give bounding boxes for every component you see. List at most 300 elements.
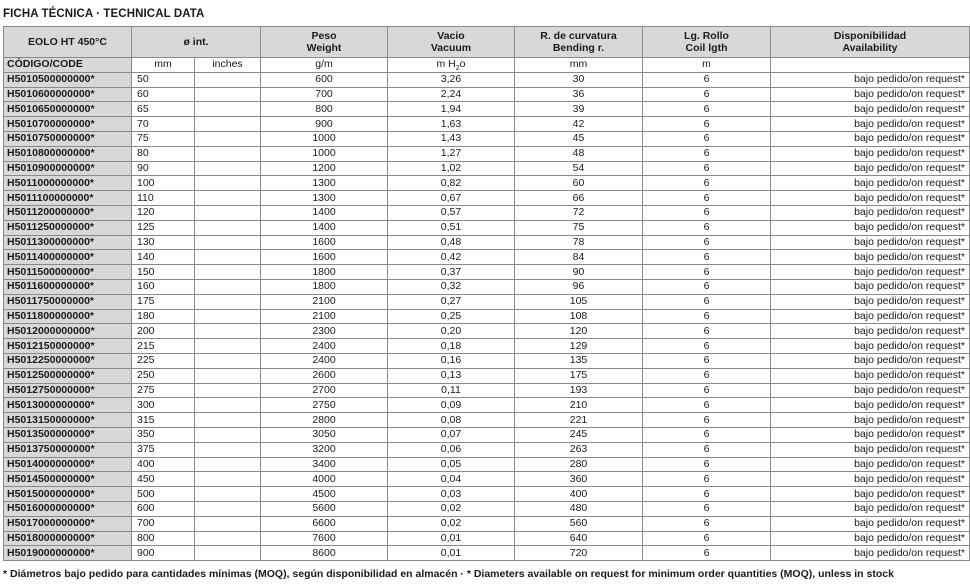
weight-cell: 3200 <box>261 442 388 457</box>
diameter-inches-cell <box>195 117 261 132</box>
diameter-mm-cell: 375 <box>132 442 195 457</box>
header-weight-es: Peso <box>311 30 337 42</box>
code-cell: H5010600000000* <box>4 87 132 102</box>
diameter-mm-cell: 900 <box>132 546 195 561</box>
availability-cell: bajo pedido/on request* <box>771 472 970 487</box>
diameter-mm-cell: 500 <box>132 487 195 502</box>
coil-length-cell: 6 <box>643 368 771 383</box>
vacuum-cell: 0,01 <box>388 531 515 546</box>
vacuum-cell: 0,18 <box>388 339 515 354</box>
table-row <box>4 265 970 280</box>
table-row <box>4 457 970 472</box>
vacuum-cell: 1,94 <box>388 102 515 117</box>
diameter-inches-cell <box>195 398 261 413</box>
diameter-mm-cell: 225 <box>132 353 195 368</box>
header-coil <box>643 27 771 58</box>
bending-radius-cell: 39 <box>515 102 643 117</box>
coil-length-cell: 6 <box>643 146 771 161</box>
coil-length-cell: 6 <box>643 265 771 280</box>
code-cell: H5013000000000* <box>4 398 132 413</box>
coil-length-cell: 6 <box>643 309 771 324</box>
diameter-mm-cell: 100 <box>132 176 195 191</box>
code-cell: H5010500000000* <box>4 72 132 87</box>
vacuum-cell: 0,48 <box>388 235 515 250</box>
table-row <box>4 531 970 546</box>
vacuum-cell: 0,25 <box>388 309 515 324</box>
vacuum-cell: 0,20 <box>388 324 515 339</box>
header-bending-es: R. de curvatura <box>540 30 617 42</box>
header-availability <box>771 27 970 58</box>
weight-cell: 2400 <box>261 353 388 368</box>
diameter-inches-cell <box>195 368 261 383</box>
weight-cell: 2600 <box>261 368 388 383</box>
diameter-mm-cell: 600 <box>132 501 195 516</box>
availability-cell: bajo pedido/on request* <box>771 413 970 428</box>
table-row <box>4 487 970 502</box>
units-bending: mm <box>515 58 643 73</box>
weight-cell: 7600 <box>261 531 388 546</box>
diameter-mm-cell: 110 <box>132 191 195 206</box>
code-cell: H5010700000000* <box>4 117 132 132</box>
weight-cell: 2800 <box>261 413 388 428</box>
weight-cell: 900 <box>261 117 388 132</box>
bending-radius-cell: 84 <box>515 250 643 265</box>
table-row <box>4 398 970 413</box>
diameter-inches-cell <box>195 294 261 309</box>
vacuum-cell: 0,67 <box>388 191 515 206</box>
code-cell: H5013150000000* <box>4 413 132 428</box>
availability-cell: bajo pedido/on request* <box>771 398 970 413</box>
vacuum-cell: 0,07 <box>388 427 515 442</box>
diameter-inches-cell <box>195 457 261 472</box>
weight-cell: 1300 <box>261 176 388 191</box>
units-vacuum-tail: o <box>459 58 466 71</box>
diameter-inches-cell <box>195 205 261 220</box>
availability-cell: bajo pedido/on request* <box>771 191 970 206</box>
bending-radius-cell: 72 <box>515 205 643 220</box>
diameter-inches-cell <box>195 279 261 294</box>
bending-radius-cell: 48 <box>515 146 643 161</box>
vacuum-cell: 1,43 <box>388 131 515 146</box>
table-row <box>4 368 970 383</box>
table-row <box>4 501 970 516</box>
availability-cell: bajo pedido/on request* <box>771 339 970 354</box>
table-row <box>4 205 970 220</box>
diameter-mm-cell: 70 <box>132 117 195 132</box>
weight-cell: 1600 <box>261 235 388 250</box>
diameter-inches-cell <box>195 250 261 265</box>
code-cell: H5014000000000* <box>4 457 132 472</box>
availability-cell: bajo pedido/on request* <box>771 87 970 102</box>
weight-cell: 1300 <box>261 191 388 206</box>
bending-radius-cell: 175 <box>515 368 643 383</box>
vacuum-cell: 0,82 <box>388 176 515 191</box>
code-cell: H5010800000000* <box>4 146 132 161</box>
diameter-mm-cell: 130 <box>132 235 195 250</box>
bending-radius-cell: 66 <box>515 191 643 206</box>
bending-radius-cell: 210 <box>515 398 643 413</box>
diameter-inches-cell <box>195 161 261 176</box>
units-code: CÓDIGO/CODE <box>4 58 132 73</box>
availability-cell: bajo pedido/on request* <box>771 309 970 324</box>
table-row <box>4 353 970 368</box>
coil-length-cell: 6 <box>643 235 771 250</box>
vacuum-cell: 0,03 <box>388 487 515 502</box>
availability-cell: bajo pedido/on request* <box>771 353 970 368</box>
diameter-inches-cell <box>195 442 261 457</box>
code-cell: H5012000000000* <box>4 324 132 339</box>
availability-cell: bajo pedido/on request* <box>771 279 970 294</box>
vacuum-cell: 0,27 <box>388 294 515 309</box>
vacuum-cell: 1,02 <box>388 161 515 176</box>
header-vacuum-en: Vacuum <box>430 42 472 54</box>
diameter-mm-cell: 700 <box>132 516 195 531</box>
coil-length-cell: 6 <box>643 102 771 117</box>
diameter-inches-cell <box>195 472 261 487</box>
availability-cell: bajo pedido/on request* <box>771 131 970 146</box>
code-cell: H5011250000000* <box>4 220 132 235</box>
header-availability-en: Availability <box>842 42 898 54</box>
bending-radius-cell: 90 <box>515 265 643 280</box>
table-row <box>4 339 970 354</box>
bending-radius-cell: 54 <box>515 161 643 176</box>
table-row <box>4 294 970 309</box>
coil-length-cell: 6 <box>643 279 771 294</box>
coil-length-cell: 6 <box>643 205 771 220</box>
code-cell: H5013500000000* <box>4 427 132 442</box>
technical-data-table <box>3 26 970 561</box>
diameter-inches-cell <box>195 324 261 339</box>
diameter-mm-cell: 800 <box>132 531 195 546</box>
diameter-mm-cell: 65 <box>132 102 195 117</box>
diameter-mm-cell: 275 <box>132 383 195 398</box>
diameter-inches-cell <box>195 176 261 191</box>
diameter-inches-cell <box>195 87 261 102</box>
bending-radius-cell: 400 <box>515 487 643 502</box>
units-vacuum <box>388 58 515 73</box>
header-weight <box>261 27 388 58</box>
bending-radius-cell: 30 <box>515 72 643 87</box>
availability-cell: bajo pedido/on request* <box>771 161 970 176</box>
code-cell: H5012150000000* <box>4 339 132 354</box>
diameter-inches-cell <box>195 546 261 561</box>
diameter-mm-cell: 140 <box>132 250 195 265</box>
header-bending-en: Bending r. <box>552 42 605 54</box>
vacuum-cell: 0,11 <box>388 383 515 398</box>
weight-cell: 800 <box>261 102 388 117</box>
vacuum-cell: 0,06 <box>388 442 515 457</box>
availability-cell: bajo pedido/on request* <box>771 487 970 502</box>
diameter-mm-cell: 125 <box>132 220 195 235</box>
coil-length-cell: 6 <box>643 472 771 487</box>
code-cell: H5011300000000* <box>4 235 132 250</box>
diameter-mm-cell: 80 <box>132 146 195 161</box>
weight-cell: 1000 <box>261 131 388 146</box>
vacuum-cell: 0,42 <box>388 250 515 265</box>
table-row <box>4 191 970 206</box>
diameter-mm-cell: 180 <box>132 309 195 324</box>
coil-length-cell: 6 <box>643 294 771 309</box>
code-cell: H5011100000000* <box>4 191 132 206</box>
availability-cell: bajo pedido/on request* <box>771 368 970 383</box>
footnote: * Diámetros bajo pedido para cantidades mínimas (MOQ), según disponibilidad en almacén · * Diameters available on request for minimum order quantities (MOQ), unless in stock <box>3 568 894 580</box>
table-row <box>4 117 970 132</box>
table-row <box>4 87 970 102</box>
bending-radius-cell: 135 <box>515 353 643 368</box>
code-cell: H5019000000000* <box>4 546 132 561</box>
table-row <box>4 72 970 87</box>
bending-radius-cell: 263 <box>515 442 643 457</box>
availability-cell: bajo pedido/on request* <box>771 383 970 398</box>
header-coil-es: Lg. Rollo <box>684 30 729 42</box>
diameter-mm-cell: 350 <box>132 427 195 442</box>
vacuum-cell: 0,37 <box>388 265 515 280</box>
availability-cell: bajo pedido/on request* <box>771 72 970 87</box>
weight-cell: 600 <box>261 72 388 87</box>
weight-cell: 3050 <box>261 427 388 442</box>
units-availability <box>771 58 970 73</box>
diameter-mm-cell: 50 <box>132 72 195 87</box>
code-cell: H5011800000000* <box>4 309 132 324</box>
availability-cell: bajo pedido/on request* <box>771 531 970 546</box>
bending-radius-cell: 36 <box>515 87 643 102</box>
bending-radius-cell: 108 <box>515 309 643 324</box>
coil-length-cell: 6 <box>643 191 771 206</box>
code-cell: H5012750000000* <box>4 383 132 398</box>
bending-radius-cell: 720 <box>515 546 643 561</box>
diameter-mm-cell: 400 <box>132 457 195 472</box>
availability-cell: bajo pedido/on request* <box>771 294 970 309</box>
vacuum-cell: 0,57 <box>388 205 515 220</box>
coil-length-cell: 6 <box>643 339 771 354</box>
availability-cell: bajo pedido/on request* <box>771 427 970 442</box>
coil-length-cell: 6 <box>643 546 771 561</box>
diameter-mm-cell: 75 <box>132 131 195 146</box>
bending-radius-cell: 480 <box>515 501 643 516</box>
coil-length-cell: 6 <box>643 457 771 472</box>
bending-radius-cell: 78 <box>515 235 643 250</box>
diameter-mm-cell: 160 <box>132 279 195 294</box>
weight-cell: 2100 <box>261 294 388 309</box>
table-row <box>4 235 970 250</box>
table-row <box>4 279 970 294</box>
code-cell: H5010750000000* <box>4 131 132 146</box>
bending-radius-cell: 120 <box>515 324 643 339</box>
diameter-inches-cell <box>195 131 261 146</box>
units-inches: inches <box>195 58 261 73</box>
header-bending <box>515 27 643 58</box>
page-title: FICHA TÉCNICA · TECHNICAL DATA <box>3 8 205 20</box>
table-row <box>4 516 970 531</box>
units-row <box>4 58 970 73</box>
bending-radius-cell: 105 <box>515 294 643 309</box>
vacuum-cell: 0,02 <box>388 516 515 531</box>
diameter-inches-cell <box>195 102 261 117</box>
table-row <box>4 161 970 176</box>
bending-radius-cell: 45 <box>515 131 643 146</box>
vacuum-cell: 1,27 <box>388 146 515 161</box>
availability-cell: bajo pedido/on request* <box>771 102 970 117</box>
weight-cell: 8600 <box>261 546 388 561</box>
weight-cell: 1600 <box>261 250 388 265</box>
weight-cell: 700 <box>261 87 388 102</box>
table-row <box>4 383 970 398</box>
diameter-inches-cell <box>195 146 261 161</box>
diameter-inches-cell <box>195 501 261 516</box>
weight-cell: 1800 <box>261 279 388 294</box>
code-cell: H5015000000000* <box>4 487 132 502</box>
code-cell: H5017000000000* <box>4 516 132 531</box>
header-availability-es: Disponibilidad <box>833 30 907 42</box>
diameter-inches-cell <box>195 427 261 442</box>
diameter-inches-cell <box>195 72 261 87</box>
header-weight-en: Weight <box>306 42 342 54</box>
code-cell: H5010650000000* <box>4 102 132 117</box>
diameter-inches-cell <box>195 487 261 502</box>
table-row <box>4 309 970 324</box>
units-vacuum-sub: 2 <box>455 65 460 73</box>
table-row <box>4 546 970 561</box>
availability-cell: bajo pedido/on request* <box>771 146 970 161</box>
table-row <box>4 442 970 457</box>
vacuum-cell: 0,51 <box>388 220 515 235</box>
code-cell: H5011400000000* <box>4 250 132 265</box>
coil-length-cell: 6 <box>643 72 771 87</box>
vacuum-cell: 2,24 <box>388 87 515 102</box>
diameter-inches-cell <box>195 191 261 206</box>
weight-cell: 2300 <box>261 324 388 339</box>
code-cell: H5010900000000* <box>4 161 132 176</box>
vacuum-cell: 0,01 <box>388 546 515 561</box>
coil-length-cell: 6 <box>643 383 771 398</box>
diameter-mm-cell: 90 <box>132 161 195 176</box>
table-row <box>4 427 970 442</box>
vacuum-cell: 3,26 <box>388 72 515 87</box>
diameter-mm-cell: 215 <box>132 339 195 354</box>
diameter-mm-cell: 315 <box>132 413 195 428</box>
availability-cell: bajo pedido/on request* <box>771 176 970 191</box>
vacuum-cell: 0,13 <box>388 368 515 383</box>
weight-cell: 5600 <box>261 501 388 516</box>
bending-radius-cell: 360 <box>515 472 643 487</box>
diameter-mm-cell: 250 <box>132 368 195 383</box>
availability-cell: bajo pedido/on request* <box>771 501 970 516</box>
code-cell: H5011750000000* <box>4 294 132 309</box>
coil-length-cell: 6 <box>643 531 771 546</box>
weight-cell: 6600 <box>261 516 388 531</box>
bending-radius-cell: 129 <box>515 339 643 354</box>
diameter-mm-cell: 300 <box>132 398 195 413</box>
code-cell: H5016000000000* <box>4 501 132 516</box>
table-row <box>4 176 970 191</box>
code-cell: H5011200000000* <box>4 205 132 220</box>
bending-radius-cell: 96 <box>515 279 643 294</box>
coil-length-cell: 6 <box>643 413 771 428</box>
code-cell: H5011000000000* <box>4 176 132 191</box>
coil-length-cell: 6 <box>643 131 771 146</box>
weight-cell: 1000 <box>261 146 388 161</box>
weight-cell: 2750 <box>261 398 388 413</box>
header-vacuum <box>388 27 515 58</box>
diameter-mm-cell: 60 <box>132 87 195 102</box>
table-row <box>4 131 970 146</box>
diameter-mm-cell: 450 <box>132 472 195 487</box>
vacuum-cell: 0,05 <box>388 457 515 472</box>
coil-length-cell: 6 <box>643 487 771 502</box>
table-row <box>4 250 970 265</box>
weight-cell: 1800 <box>261 265 388 280</box>
coil-length-cell: 6 <box>643 176 771 191</box>
coil-length-cell: 6 <box>643 501 771 516</box>
weight-cell: 1400 <box>261 220 388 235</box>
diameter-inches-cell <box>195 353 261 368</box>
diameter-inches-cell <box>195 235 261 250</box>
vacuum-cell: 0,16 <box>388 353 515 368</box>
availability-cell: bajo pedido/on request* <box>771 324 970 339</box>
units-vacuum-main: m H <box>436 58 456 71</box>
diameter-inches-cell <box>195 516 261 531</box>
bending-radius-cell: 280 <box>515 457 643 472</box>
coil-length-cell: 6 <box>643 250 771 265</box>
diameter-inches-cell <box>195 413 261 428</box>
table-row <box>4 220 970 235</box>
units-mm: mm <box>132 58 195 73</box>
table-row <box>4 146 970 161</box>
code-cell: H5012500000000* <box>4 368 132 383</box>
table-row <box>4 472 970 487</box>
table-row <box>4 413 970 428</box>
coil-length-cell: 6 <box>643 324 771 339</box>
header-coil-en: Coil lgth <box>685 42 728 54</box>
weight-cell: 4500 <box>261 487 388 502</box>
vacuum-cell: 0,32 <box>388 279 515 294</box>
code-cell: H5011600000000* <box>4 279 132 294</box>
vacuum-cell: 0,02 <box>388 501 515 516</box>
code-cell: H5013750000000* <box>4 442 132 457</box>
weight-cell: 3400 <box>261 457 388 472</box>
weight-cell: 4000 <box>261 472 388 487</box>
coil-length-cell: 6 <box>643 161 771 176</box>
vacuum-cell: 1,63 <box>388 117 515 132</box>
code-cell: H5011500000000* <box>4 265 132 280</box>
availability-cell: bajo pedido/on request* <box>771 546 970 561</box>
diameter-inches-cell <box>195 383 261 398</box>
availability-cell: bajo pedido/on request* <box>771 250 970 265</box>
bending-radius-cell: 60 <box>515 176 643 191</box>
coil-length-cell: 6 <box>643 87 771 102</box>
diameter-inches-cell <box>195 265 261 280</box>
bending-radius-cell: 560 <box>515 516 643 531</box>
coil-length-cell: 6 <box>643 353 771 368</box>
header-diameter: ø int. <box>132 27 261 58</box>
coil-length-cell: 6 <box>643 442 771 457</box>
bending-radius-cell: 221 <box>515 413 643 428</box>
code-cell: H5012250000000* <box>4 353 132 368</box>
weight-cell: 1400 <box>261 205 388 220</box>
weight-cell: 2400 <box>261 339 388 354</box>
diameter-mm-cell: 150 <box>132 265 195 280</box>
header-row <box>4 27 970 58</box>
diameter-mm-cell: 200 <box>132 324 195 339</box>
weight-cell: 1200 <box>261 161 388 176</box>
units-weight: g/m <box>261 58 388 73</box>
bending-radius-cell: 245 <box>515 427 643 442</box>
weight-cell: 2700 <box>261 383 388 398</box>
availability-cell: bajo pedido/on request* <box>771 265 970 280</box>
bending-radius-cell: 75 <box>515 220 643 235</box>
diameter-inches-cell <box>195 309 261 324</box>
bending-radius-cell: 193 <box>515 383 643 398</box>
